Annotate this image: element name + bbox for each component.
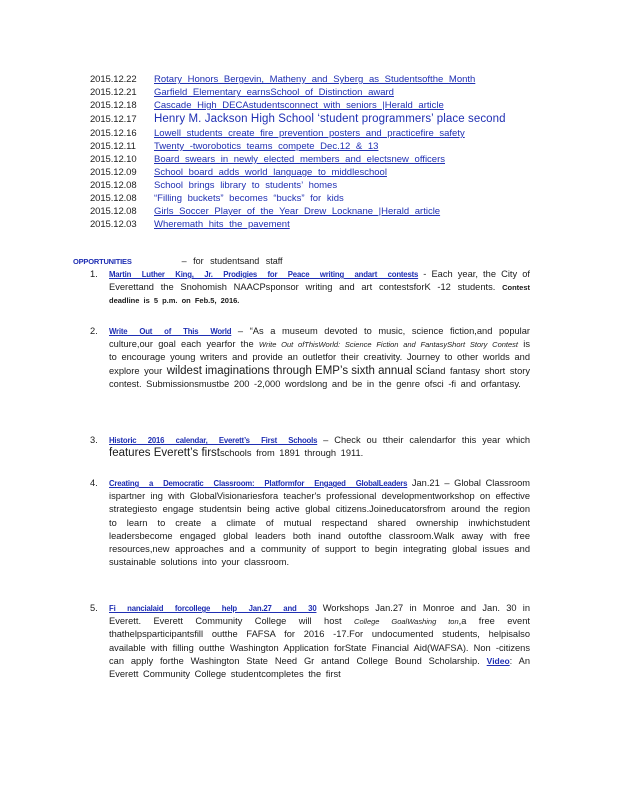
- news-item: [90, 206, 530, 219]
- news-item: [90, 87, 530, 100]
- opportunity-item: [90, 434, 530, 460]
- item-text-large: features Everett’s first: [109, 447, 220, 460]
- item-text: ,a free event thathelpsparticipantsfill outthe FAFSA for 2016 -17.For undocumented students, helpisalso available with filling outthe Washington Application forState Financial Aid(WAFSA). Non -citizens can apply forthe Washington State Need Gr antand College Bound Scholarship.: [109, 616, 530, 666]
- item-text: and fantasy short story contest. Submissionsmustbe 200 -2,000 wordslong and be in the genre ofsci -fi and orfantasy.: [109, 365, 530, 389]
- news-link[interactable]: Cascade High DECAstudentsconnect with seniors |Herald article: [154, 100, 444, 111]
- item-text: - Each year, the City of Everettand the Snohomish NAACPsponsor writing and art contestsforK -12 students.: [109, 269, 530, 293]
- item-body: [109, 477, 530, 569]
- news-link[interactable]: School board adds world language to middleschool: [154, 167, 387, 178]
- opportunity-item: [90, 602, 530, 681]
- news-item: [90, 128, 530, 141]
- item-text: – Check ou ttheir calendarfor this year which: [317, 435, 531, 445]
- news-date: 2015.12.21: [90, 87, 137, 98]
- news-item: [90, 141, 530, 154]
- news-item: [90, 193, 530, 206]
- news-item: [90, 100, 530, 113]
- news-date: 2015.12.08: [90, 206, 137, 217]
- item-number: 2.: [90, 326, 98, 336]
- item-body: [109, 325, 530, 391]
- item-body: [109, 434, 530, 460]
- news-link[interactable]: Girls Soccer Player of the Year Drew Locknane |Herald article: [154, 206, 441, 217]
- news-link[interactable]: Lowell students create fire prevention posters and practicefire safety: [154, 128, 465, 139]
- news-date: 2015.12.08: [90, 193, 137, 204]
- news-date: 2015.12.17: [90, 114, 137, 125]
- news-link[interactable]: Rotary Honors Bergevin, Matheny and Syberg as Studentsofthe Month: [154, 74, 476, 85]
- item-text-large: wildest imaginations through EMP’s sixth annual sci: [166, 364, 430, 377]
- item-body: [109, 268, 530, 308]
- opportunity-item: [90, 325, 530, 391]
- news-date: 2015.12.22: [90, 74, 137, 85]
- item-text: Jan.21 – Global Classroom ispartner ing with GlobalVisionariesfora teacher's professional developmentworkshop on effective strategiesto engage studentsin being active global citizens.Joineducatorsfrom around the region to learn to create a climate of mutual respectand shared ownership inwhichstudent leadersbecome engaged global leaders both inand outofthe classroom.Walk away with free resources,new approaches and a community of support to begin integrating global issues and sustainable solutions into your classroom.: [109, 478, 531, 568]
- news-date: 2015.12.18: [90, 100, 137, 111]
- opportunities-heading: [73, 256, 283, 266]
- news-item: [90, 154, 530, 167]
- item-title-link[interactable]: Martin Luther King, Jr. Prodigies for Peace writing andart contests: [109, 270, 419, 279]
- news-date: 2015.12.10: [90, 154, 137, 165]
- item-deadline: Contest deadline is 5 p.m. on Feb.5, 2016.: [109, 283, 530, 306]
- item-title-link[interactable]: Historic 2016 calendar, Everett’s First Schools: [109, 436, 318, 445]
- item-number: 4.: [90, 478, 98, 488]
- opportunity-item: [90, 268, 530, 308]
- opportunities-label: OPPORTUNITIES: [73, 257, 132, 266]
- item-text: schools from 1891 through 1911.: [220, 448, 364, 459]
- news-list: [90, 74, 530, 232]
- news-item: [90, 74, 530, 87]
- item-number: 3.: [90, 435, 98, 445]
- news-date: 2015.12.11: [90, 141, 136, 152]
- news-link[interactable]: Wheremath hits the pavement: [154, 219, 290, 230]
- item-text: Workshops Jan.27 in Monroe and Jan. 30 in Everett. Everett Community College will host: [109, 603, 531, 627]
- news-link[interactable]: Henry M. Jackson High School ‘student programmers’ place second: [154, 113, 506, 125]
- news-link[interactable]: Twenty -tworobotics teams compete Dec.12 & 13: [154, 141, 379, 152]
- item-number: 1.: [90, 269, 98, 279]
- item-title-link[interactable]: Write Out of This World: [109, 327, 232, 336]
- item-text: – “As a museum devoted to music, science fiction,and popular culture,our goal each yearfor the: [109, 326, 530, 350]
- news-link[interactable]: Board swears in newly elected members and electsnew officers: [154, 154, 446, 165]
- item-title-link[interactable]: Creating a Democratic Classroom: Platformfor Engaged GlobalLeaders: [109, 479, 408, 488]
- item-contest-name: Write Out ofThisWorld: Science Fiction and FantasyShort Story Contest: [258, 340, 518, 350]
- news-item: [90, 180, 530, 193]
- news-item: [90, 167, 530, 180]
- news-link[interactable]: School brings library to students’ homes: [154, 180, 338, 191]
- news-date: 2015.12.16: [90, 128, 137, 139]
- item-text: is to encourage young writers and provide an outletfor their creativity. Journey to other worlds and explore your: [109, 339, 530, 376]
- video-link[interactable]: Video: [486, 655, 510, 666]
- item-number: 5.: [90, 603, 98, 613]
- opportunity-item: [90, 477, 530, 569]
- item-body: [109, 602, 530, 681]
- news-link[interactable]: Garfield Elementary earnsSchool of Distinction award: [154, 87, 394, 98]
- news-date: 2015.12.03: [90, 219, 137, 230]
- item-text: : An Everett Community College studentcompletes the first: [109, 655, 530, 680]
- news-link[interactable]: “Filling buckets” becomes “bucks” for kids: [154, 193, 344, 204]
- news-date: 2015.12.08: [90, 180, 137, 191]
- news-item: [90, 113, 530, 128]
- item-title-link[interactable]: Fi nancialaid forcollege help Jan.27 and 30: [109, 604, 317, 613]
- news-date: 2015.12.09: [90, 167, 137, 178]
- news-item: [90, 219, 530, 232]
- item-event-name: College GoalWashing ton: [354, 617, 459, 627]
- opportunities-subheading: – for studentsand staff: [181, 256, 283, 266]
